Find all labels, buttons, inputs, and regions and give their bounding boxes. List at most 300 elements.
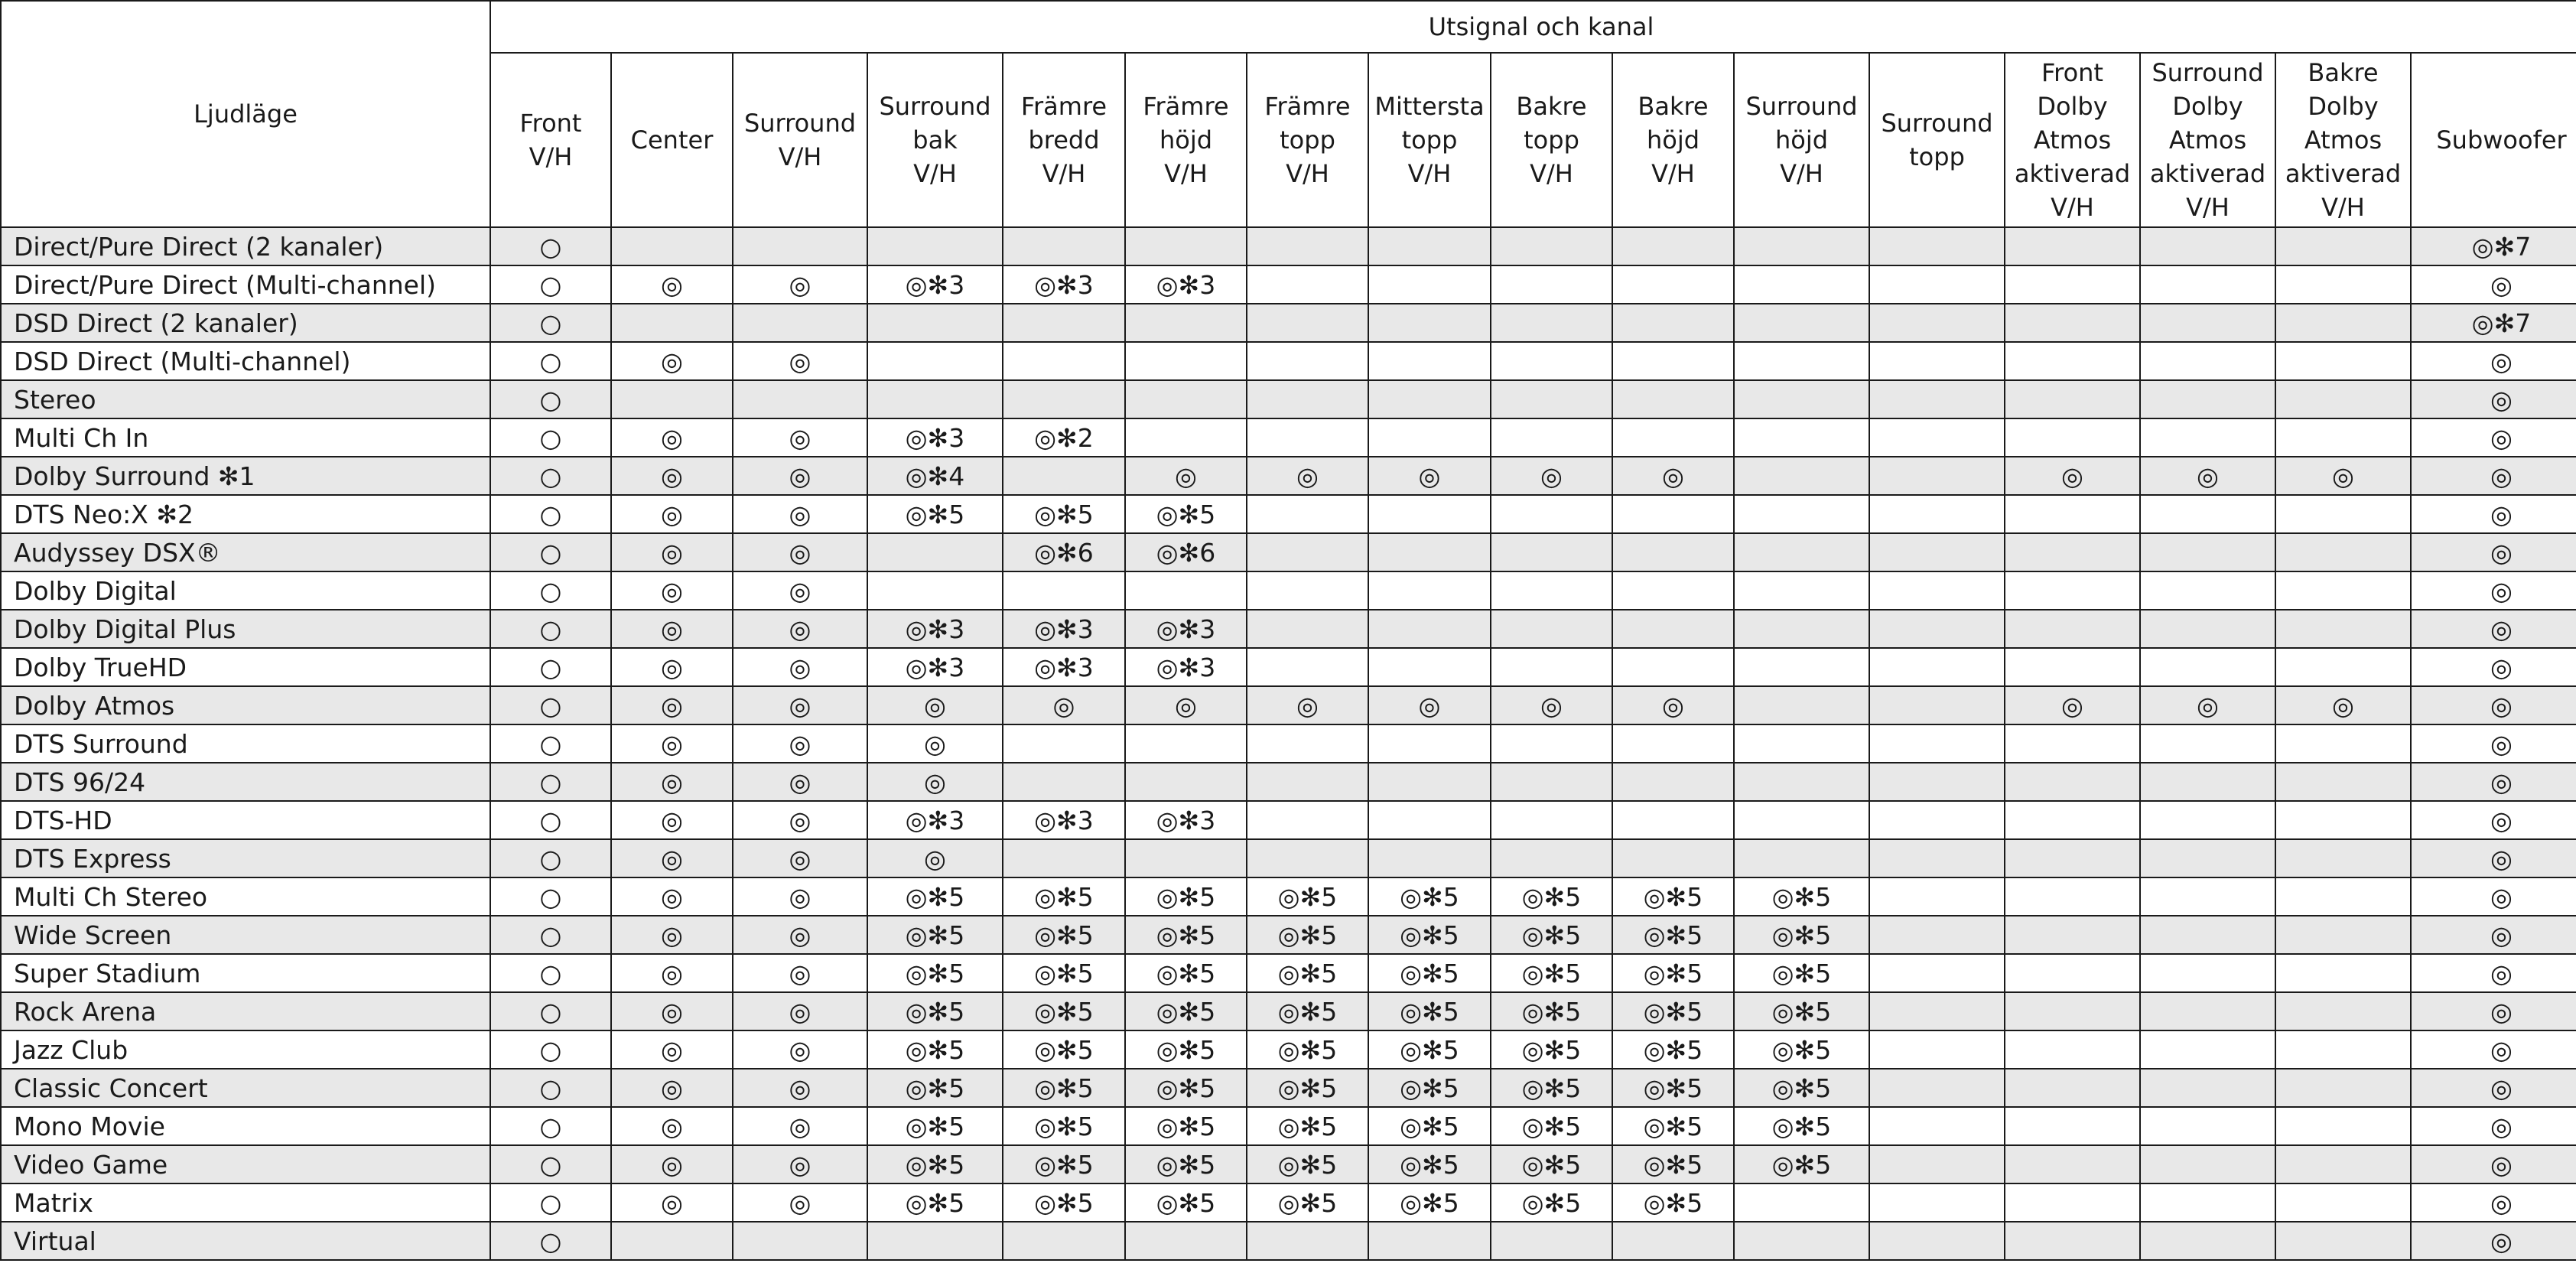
channel-cell <box>2005 1145 2140 1183</box>
channel-cell <box>1612 763 1734 801</box>
sound-mode-label: Dolby Atmos <box>1 686 490 724</box>
channel-cell: ◎ <box>2411 418 2576 457</box>
sound-mode-label: DSD Direct (2 kanaler) <box>1 304 490 342</box>
channel-cell: ◎✻5 <box>1612 1107 1734 1145</box>
channel-cell: ◎✻5 <box>1125 1069 1247 1107</box>
channel-cell: ◎ <box>611 1145 733 1183</box>
sound-mode-label: DTS-HD <box>1 801 490 839</box>
channel-cell: ◎ <box>1612 457 1734 495</box>
channel-cell: ◎✻5 <box>1491 954 1612 992</box>
channel-cell: ◎ <box>733 265 867 304</box>
channel-cell <box>1247 801 1368 839</box>
channel-cell <box>2275 380 2411 418</box>
channel-header: Bakre topp V/H <box>1491 53 1612 227</box>
channel-cell <box>1247 724 1368 763</box>
channel-cell <box>1368 304 1491 342</box>
channel-cell <box>2275 1030 2411 1069</box>
channel-cell <box>2275 916 2411 954</box>
channel-cell <box>2275 1107 2411 1145</box>
channel-header: Surround bak V/H <box>867 53 1003 227</box>
channel-cell <box>2005 304 2140 342</box>
table-row <box>1 342 2576 380</box>
channel-cell: ◎ <box>2411 265 2576 304</box>
channel-cell <box>1368 342 1491 380</box>
channel-cell: ◎✻5 <box>1612 954 1734 992</box>
channel-cell <box>1869 877 2005 916</box>
channel-cell <box>1869 1069 2005 1107</box>
channel-cell <box>1869 533 2005 571</box>
channel-cell <box>2275 610 2411 648</box>
channel-cell: ◎✻5 <box>1003 992 1125 1030</box>
sound-mode-label: Stereo <box>1 380 490 418</box>
channel-cell: ◎ <box>2411 1222 2576 1260</box>
channel-cell <box>2275 992 2411 1030</box>
channel-cell <box>2140 763 2275 801</box>
channel-cell <box>2275 533 2411 571</box>
channel-cell: ◎✻3 <box>867 801 1003 839</box>
channel-cell: ◎ <box>611 877 733 916</box>
channel-cell: ◎✻3 <box>1003 610 1125 648</box>
channel-cell: ○ <box>490 1183 611 1222</box>
channel-cell: ◎ <box>733 457 867 495</box>
channel-cell <box>1734 686 1869 724</box>
channel-cell: ◎ <box>611 342 733 380</box>
channel-cell <box>2005 265 2140 304</box>
channel-cell <box>1247 571 1368 610</box>
channel-cell <box>1734 304 1869 342</box>
channel-cell <box>2140 1222 2275 1260</box>
channel-cell: ◎ <box>733 724 867 763</box>
sound-mode-label: Virtual <box>1 1222 490 1260</box>
channel-cell: ◎ <box>2411 610 2576 648</box>
channel-cell <box>1247 839 1368 877</box>
channel-cell <box>1125 342 1247 380</box>
header-row-group <box>1 1 2576 53</box>
channel-cell: ◎✻5 <box>1612 877 1734 916</box>
channel-cell: ◎✻5 <box>1125 992 1247 1030</box>
channel-cell <box>1612 724 1734 763</box>
channel-cell <box>2005 610 2140 648</box>
channel-cell: ◎ <box>2411 686 2576 724</box>
channel-header: Mittersta topp V/H <box>1368 53 1491 227</box>
channel-header: Center <box>611 53 733 227</box>
channel-cell: ◎ <box>2411 801 2576 839</box>
channel-cell: ◎ <box>867 724 1003 763</box>
channel-cell: ◎ <box>611 533 733 571</box>
channel-cell <box>1247 1222 1368 1260</box>
sound-mode-label: Rock Arena <box>1 992 490 1030</box>
channel-cell <box>1734 1183 1869 1222</box>
channel-cell: ○ <box>490 763 611 801</box>
channel-cell <box>2140 877 2275 916</box>
channel-cell <box>2140 801 2275 839</box>
channel-cell <box>1125 380 1247 418</box>
channel-cell: ◎✻6 <box>1125 533 1247 571</box>
channel-cell <box>1491 533 1612 571</box>
channel-cell <box>1734 495 1869 533</box>
table-row <box>1 1069 2576 1107</box>
channel-cell <box>1491 342 1612 380</box>
channel-cell: ◎✻5 <box>1247 1107 1368 1145</box>
channel-cell: ◎✻5 <box>1247 1069 1368 1107</box>
channel-cell: ○ <box>490 916 611 954</box>
channel-cell <box>1612 533 1734 571</box>
channel-cell: ◎✻5 <box>1734 877 1869 916</box>
channel-cell: ◎✻4 <box>867 457 1003 495</box>
table-row <box>1 1183 2576 1222</box>
channel-cell <box>1734 265 1869 304</box>
channel-cell <box>1612 1222 1734 1260</box>
channel-cell <box>2140 227 2275 265</box>
channel-cell: ◎ <box>733 839 867 877</box>
channel-header: Subwoofer <box>2411 53 2576 227</box>
channel-cell <box>733 227 867 265</box>
channel-cell: ◎✻5 <box>1125 1107 1247 1145</box>
channel-cell <box>1125 227 1247 265</box>
channel-cell: ◎ <box>733 877 867 916</box>
sound-mode-label: Dolby TrueHD <box>1 648 490 686</box>
channel-cell: ◎✻5 <box>867 495 1003 533</box>
table-row <box>1 724 2576 763</box>
sound-mode-label: DSD Direct (Multi-channel) <box>1 342 490 380</box>
sound-mode-label: Dolby Digital Plus <box>1 610 490 648</box>
channel-cell: ◎✻5 <box>1491 992 1612 1030</box>
channel-cell <box>1003 763 1125 801</box>
channel-cell: ◎✻5 <box>1491 1145 1612 1183</box>
channel-cell <box>1869 571 2005 610</box>
channel-cell <box>1003 724 1125 763</box>
channel-cell <box>1734 227 1869 265</box>
channel-cell: ◎✻5 <box>1247 1183 1368 1222</box>
channel-cell: ◎✻3 <box>1003 801 1125 839</box>
channel-cell <box>1869 1183 2005 1222</box>
channel-cell: ○ <box>490 992 611 1030</box>
channel-cell: ◎ <box>611 992 733 1030</box>
channel-cell: ◎✻5 <box>1125 954 1247 992</box>
channel-cell: ○ <box>490 648 611 686</box>
table-body <box>1 227 2576 1260</box>
channel-cell: ◎ <box>2275 457 2411 495</box>
channel-cell <box>2005 1222 2140 1260</box>
table-row <box>1 1030 2576 1069</box>
channel-cell: ◎✻5 <box>1247 916 1368 954</box>
channel-cell: ◎ <box>733 954 867 992</box>
channel-cell: ◎ <box>2140 686 2275 724</box>
channel-cell: ◎✻5 <box>1734 1069 1869 1107</box>
channel-cell <box>1869 686 2005 724</box>
channel-header: Surround V/H <box>733 53 867 227</box>
channel-cell: ◎ <box>733 610 867 648</box>
channel-cell <box>2005 1183 2140 1222</box>
channel-cell: ○ <box>490 801 611 839</box>
channel-cell <box>1368 724 1491 763</box>
table-row <box>1 686 2576 724</box>
channel-cell <box>2140 571 2275 610</box>
channel-cell <box>1869 418 2005 457</box>
channel-cell: ○ <box>490 1222 611 1260</box>
channel-cell: ◎ <box>611 1069 733 1107</box>
channel-cell <box>1734 342 1869 380</box>
channel-cell: ◎✻5 <box>1125 1183 1247 1222</box>
channel-cell: ◎ <box>2140 457 2275 495</box>
channel-cell <box>1368 648 1491 686</box>
channel-cell <box>2005 1107 2140 1145</box>
channel-header: Surround topp <box>1869 53 2005 227</box>
channel-cell: ○ <box>490 304 611 342</box>
channel-cell <box>1125 763 1247 801</box>
channel-cell <box>2275 724 2411 763</box>
channel-cell <box>611 227 733 265</box>
channel-cell <box>611 304 733 342</box>
channel-cell: ○ <box>490 1069 611 1107</box>
channel-cell <box>1125 724 1247 763</box>
sound-mode-label: Direct/Pure Direct (Multi-channel) <box>1 265 490 304</box>
channel-cell: ◎✻5 <box>1368 1107 1491 1145</box>
channel-cell: ◎ <box>611 1183 733 1222</box>
sound-mode-label: DTS Express <box>1 839 490 877</box>
channel-cell: ◎✻5 <box>1612 992 1734 1030</box>
channel-cell <box>2005 533 2140 571</box>
channel-cell: ◎ <box>867 839 1003 877</box>
channel-cell: ◎ <box>867 763 1003 801</box>
channel-cell: ◎✻3 <box>1125 648 1247 686</box>
channel-cell <box>1491 724 1612 763</box>
channel-cell: ◎✻3 <box>867 418 1003 457</box>
channel-cell <box>1734 839 1869 877</box>
channel-cell: ◎ <box>1125 686 1247 724</box>
channel-cell: ◎ <box>2275 686 2411 724</box>
channel-cell: ○ <box>490 380 611 418</box>
channel-cell: ◎ <box>1003 686 1125 724</box>
channel-cell: ◎✻5 <box>1612 1145 1734 1183</box>
channel-cell <box>2275 495 2411 533</box>
channel-cell: ◎ <box>2411 763 2576 801</box>
channel-cell <box>2140 839 2275 877</box>
channel-cell: ◎✻5 <box>1491 1107 1612 1145</box>
channel-cell: ◎✻5 <box>1734 992 1869 1030</box>
channel-cell: ○ <box>490 839 611 877</box>
channel-cell <box>1612 380 1734 418</box>
channel-cell <box>1003 227 1125 265</box>
table-row <box>1 801 2576 839</box>
channel-cell: ◎ <box>733 801 867 839</box>
channel-cell: ◎✻2 <box>1003 418 1125 457</box>
channel-cell <box>2140 1183 2275 1222</box>
channel-cell <box>1612 571 1734 610</box>
channel-cell <box>1734 648 1869 686</box>
channel-cell <box>2275 227 2411 265</box>
channel-cell <box>733 380 867 418</box>
channel-cell: ◎ <box>733 1030 867 1069</box>
channel-cell: ◎ <box>2411 1107 2576 1145</box>
channel-cell: ◎ <box>733 1107 867 1145</box>
channel-cell <box>867 533 1003 571</box>
channel-header: Surround höjd V/H <box>1734 53 1869 227</box>
table-row <box>1 648 2576 686</box>
channel-cell: ◎ <box>611 801 733 839</box>
channel-cell: ◎ <box>1491 686 1612 724</box>
channel-cell <box>1368 801 1491 839</box>
channel-cell <box>2140 304 2275 342</box>
channel-cell <box>2275 763 2411 801</box>
channel-cell: ◎ <box>2005 457 2140 495</box>
channel-cell <box>1612 304 1734 342</box>
channel-cell: ○ <box>490 954 611 992</box>
channel-cell <box>2005 380 2140 418</box>
channel-cell: ◎ <box>611 686 733 724</box>
channel-cell <box>1247 495 1368 533</box>
channel-cell <box>1734 801 1869 839</box>
channel-cell: ◎ <box>2411 877 2576 916</box>
channel-cell: ◎ <box>733 916 867 954</box>
channel-cell: ◎ <box>2411 916 2576 954</box>
channel-header: Front V/H <box>490 53 611 227</box>
channel-cell <box>2140 724 2275 763</box>
channel-cell: ◎ <box>2411 992 2576 1030</box>
channel-cell <box>1491 227 1612 265</box>
channel-cell: ◎ <box>2411 1183 2576 1222</box>
channel-cell <box>1734 610 1869 648</box>
channel-cell: ◎✻5 <box>1125 916 1247 954</box>
channel-cell: ◎ <box>2411 495 2576 533</box>
channel-cell <box>1247 380 1368 418</box>
channel-cell <box>2275 877 2411 916</box>
channel-cell: ○ <box>490 342 611 380</box>
channel-cell <box>1491 495 1612 533</box>
channel-cell: ◎ <box>733 1069 867 1107</box>
channel-cell: ◎ <box>611 763 733 801</box>
channel-cell <box>2005 877 2140 916</box>
channel-cell: ◎ <box>2411 533 2576 571</box>
channel-cell: ◎✻5 <box>1003 1183 1125 1222</box>
channel-header: Bakre Dolby Atmos aktiverad V/H <box>2275 53 2411 227</box>
channel-cell <box>1612 801 1734 839</box>
channel-cell: ◎✻5 <box>867 877 1003 916</box>
channel-cell: ◎ <box>733 533 867 571</box>
sound-mode-label: Classic Concert <box>1 1069 490 1107</box>
channel-cell: ◎ <box>2411 839 2576 877</box>
channel-cell: ◎✻5 <box>1734 1145 1869 1183</box>
channel-cell <box>2140 954 2275 992</box>
sound-mode-label: DTS Neo:X ✻2 <box>1 495 490 533</box>
channel-cell <box>1612 227 1734 265</box>
channel-header: Front Dolby Atmos aktiverad V/H <box>2005 53 2140 227</box>
sound-mode-label: Mono Movie <box>1 1107 490 1145</box>
channel-cell: ○ <box>490 1030 611 1069</box>
channel-cell: ◎✻5 <box>1247 1145 1368 1183</box>
channel-cell <box>2275 801 2411 839</box>
channel-cell <box>1734 763 1869 801</box>
channel-cell <box>2005 495 2140 533</box>
channel-cell: ○ <box>490 227 611 265</box>
channel-cell <box>2005 801 2140 839</box>
channel-cell: ◎ <box>611 954 733 992</box>
channel-cell: ◎ <box>2411 571 2576 610</box>
channel-cell: ◎✻5 <box>867 1069 1003 1107</box>
channel-cell: ◎ <box>2411 648 2576 686</box>
channel-cell: ◎✻5 <box>1368 1069 1491 1107</box>
channel-cell: ○ <box>490 533 611 571</box>
channel-cell <box>2275 648 2411 686</box>
channel-cell: ◎ <box>1612 686 1734 724</box>
channel-cell: ◎✻5 <box>1125 1030 1247 1069</box>
channel-cell <box>733 304 867 342</box>
channel-cell: ○ <box>490 610 611 648</box>
channel-cell: ◎✻5 <box>1125 877 1247 916</box>
channel-cell: ◎✻5 <box>867 1107 1003 1145</box>
channel-cell: ◎ <box>2411 1069 2576 1107</box>
channel-cell <box>2140 610 2275 648</box>
channel-cell: ◎ <box>611 571 733 610</box>
channel-cell <box>1491 304 1612 342</box>
channel-cell <box>1734 457 1869 495</box>
channel-cell <box>867 227 1003 265</box>
channel-cell <box>2275 1069 2411 1107</box>
channel-cell <box>2275 418 2411 457</box>
table-row <box>1 418 2576 457</box>
channel-cell: ○ <box>490 265 611 304</box>
channel-cell <box>1247 610 1368 648</box>
channel-cell: ◎✻5 <box>867 992 1003 1030</box>
channel-cell <box>867 380 1003 418</box>
channel-cell <box>1491 571 1612 610</box>
channel-cell <box>1869 648 2005 686</box>
channel-cell <box>733 1222 867 1260</box>
channel-cell <box>1368 1222 1491 1260</box>
channel-cell: ○ <box>490 571 611 610</box>
channel-cell <box>2005 648 2140 686</box>
channel-cell: ◎ <box>1125 457 1247 495</box>
channel-cell: ○ <box>490 1107 611 1145</box>
channel-cell <box>2140 342 2275 380</box>
channel-cell <box>1125 1222 1247 1260</box>
channel-cell <box>1247 533 1368 571</box>
channel-cell: ◎✻5 <box>1125 495 1247 533</box>
channel-cell <box>1247 304 1368 342</box>
channel-cell <box>1869 610 2005 648</box>
channel-cell: ◎ <box>733 992 867 1030</box>
channel-cell: ◎✻5 <box>1125 1145 1247 1183</box>
channel-cell: ◎✻5 <box>1734 1030 1869 1069</box>
channel-cell: ◎ <box>2411 1030 2576 1069</box>
channel-cell: ◎✻6 <box>1003 533 1125 571</box>
channel-cell <box>2140 1069 2275 1107</box>
table-row <box>1 839 2576 877</box>
channel-cell <box>2005 342 2140 380</box>
table-row <box>1 954 2576 992</box>
channel-cell: ◎ <box>611 457 733 495</box>
channel-cell: ◎✻5 <box>1368 1145 1491 1183</box>
sound-mode-label: DTS 96/24 <box>1 763 490 801</box>
channel-cell <box>1491 839 1612 877</box>
channel-cell <box>2005 724 2140 763</box>
channel-cell: ◎✻5 <box>1003 1145 1125 1183</box>
table-row <box>1 457 2576 495</box>
table-row <box>1 304 2576 342</box>
channel-cell: ◎ <box>1491 457 1612 495</box>
channel-cell <box>2005 992 2140 1030</box>
table-row <box>1 1145 2576 1183</box>
channel-cell <box>1125 304 1247 342</box>
channel-cell: ◎✻5 <box>1003 1030 1125 1069</box>
channel-cell <box>1247 342 1368 380</box>
channel-cell: ◎✻5 <box>1612 916 1734 954</box>
channel-cell: ◎✻5 <box>867 1145 1003 1183</box>
channel-cell: ◎✻5 <box>1003 877 1125 916</box>
channel-cell: ○ <box>490 686 611 724</box>
channel-cell <box>1491 265 1612 304</box>
channel-cell <box>1869 495 2005 533</box>
